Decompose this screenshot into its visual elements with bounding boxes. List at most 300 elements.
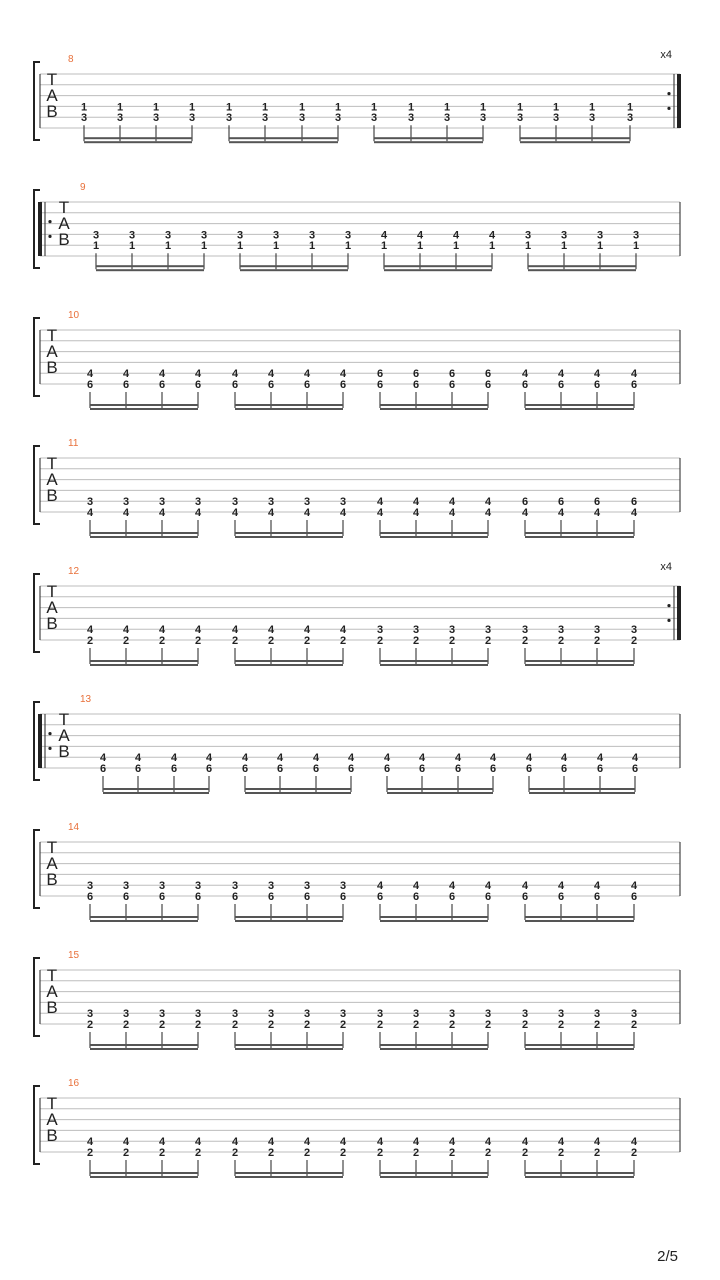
tab-clef-letter: T bbox=[46, 326, 58, 345]
fret-number: 3 bbox=[344, 229, 352, 242]
fret-number: 6 bbox=[86, 379, 94, 391]
fret-number: 1 bbox=[488, 240, 496, 253]
fret-number: 6 bbox=[557, 379, 565, 391]
repeat-end-thick-bar bbox=[677, 74, 681, 128]
fret-number: 6 bbox=[170, 763, 178, 775]
fret-number: 4 bbox=[630, 880, 638, 893]
fret-number: 6 bbox=[630, 379, 638, 391]
repeat-count: x4 bbox=[660, 49, 672, 61]
tab-clef-letter: A bbox=[46, 342, 58, 361]
beam bbox=[525, 408, 634, 410]
fret-number: 1 bbox=[80, 101, 88, 114]
fret-number: 6 bbox=[448, 379, 456, 391]
fret-number: 4 bbox=[276, 752, 284, 765]
fret-number: 1 bbox=[116, 101, 124, 114]
beam bbox=[90, 1048, 198, 1050]
fret-number: 3 bbox=[521, 624, 529, 637]
tab-clef-letter: A bbox=[46, 86, 58, 105]
fret-number: 2 bbox=[376, 1019, 384, 1031]
repeat-end-thick-bar bbox=[677, 586, 681, 640]
page-number: 2/5 bbox=[657, 1248, 678, 1265]
fret-number: 3 bbox=[194, 496, 202, 509]
fret-number: 3 bbox=[231, 880, 239, 893]
fret-number: 6 bbox=[276, 763, 284, 775]
fret-number: 6 bbox=[231, 379, 239, 391]
fret-number: 1 bbox=[632, 240, 640, 253]
fret-number: 3 bbox=[630, 624, 638, 637]
system-bracket bbox=[34, 318, 40, 396]
fret-number: 6 bbox=[383, 763, 391, 775]
beam bbox=[90, 404, 198, 406]
fret-number: 3 bbox=[188, 112, 196, 125]
fret-number: 4 bbox=[303, 1136, 311, 1149]
fret-number: 6 bbox=[418, 763, 426, 775]
fret-number: 1 bbox=[452, 240, 460, 253]
beam bbox=[380, 1172, 488, 1174]
fret-number: 4 bbox=[521, 507, 529, 519]
fret-number: 3 bbox=[484, 1008, 492, 1021]
fret-number: 1 bbox=[626, 101, 634, 114]
fret-number: 2 bbox=[412, 635, 420, 647]
fret-number: 4 bbox=[484, 496, 492, 509]
tab-system bbox=[34, 49, 681, 143]
repeat-dot bbox=[48, 220, 51, 223]
fret-number: 2 bbox=[267, 635, 275, 647]
beam bbox=[90, 408, 198, 410]
fret-number: 2 bbox=[593, 635, 601, 647]
fret-number: 3 bbox=[588, 112, 596, 125]
fret-number: 4 bbox=[86, 507, 94, 519]
fret-number: 4 bbox=[630, 1136, 638, 1149]
fret-number: 6 bbox=[376, 368, 384, 381]
beam bbox=[90, 920, 198, 922]
fret-number: 4 bbox=[383, 752, 391, 765]
fret-number: 6 bbox=[484, 379, 492, 391]
fret-number: 3 bbox=[86, 880, 94, 893]
beam bbox=[387, 792, 493, 794]
fret-number: 4 bbox=[593, 507, 601, 519]
fret-number: 4 bbox=[448, 1136, 456, 1149]
beam bbox=[235, 1172, 343, 1174]
fret-number: 6 bbox=[312, 763, 320, 775]
fret-number: 4 bbox=[593, 1136, 601, 1149]
tab-clef-letter: B bbox=[46, 1126, 58, 1145]
fret-number: 6 bbox=[267, 379, 275, 391]
fret-number: 1 bbox=[552, 101, 560, 114]
fret-number: 6 bbox=[99, 763, 107, 775]
fret-number: 4 bbox=[231, 1136, 239, 1149]
fret-number: 2 bbox=[448, 1019, 456, 1031]
fret-number: 6 bbox=[86, 891, 94, 903]
tab-clef-letter: A bbox=[46, 1110, 58, 1129]
fret-number: 4 bbox=[158, 368, 166, 381]
beam bbox=[84, 141, 192, 143]
tab-clef-letter: A bbox=[58, 726, 70, 745]
tab-clef-letter: T bbox=[46, 838, 58, 857]
fret-number: 4 bbox=[194, 1136, 202, 1149]
fret-number: 6 bbox=[339, 379, 347, 391]
beam bbox=[520, 141, 630, 143]
fret-number: 3 bbox=[128, 229, 136, 242]
fret-number: 4 bbox=[205, 752, 213, 765]
fret-number: 4 bbox=[412, 1136, 420, 1149]
beam bbox=[90, 536, 198, 538]
beam bbox=[374, 141, 483, 143]
fret-number: 1 bbox=[516, 101, 524, 114]
fret-number: 3 bbox=[158, 496, 166, 509]
system-bracket bbox=[34, 1086, 40, 1164]
system-bracket bbox=[34, 830, 40, 908]
fret-number: 4 bbox=[412, 507, 420, 519]
beam bbox=[235, 660, 343, 662]
beam bbox=[245, 788, 351, 790]
fret-number: 4 bbox=[630, 507, 638, 519]
fret-number: 6 bbox=[376, 891, 384, 903]
fret-number: 4 bbox=[312, 752, 320, 765]
fret-number: 3 bbox=[158, 1008, 166, 1021]
fret-number: 3 bbox=[231, 496, 239, 509]
fret-number: 4 bbox=[267, 368, 275, 381]
fret-number: 4 bbox=[484, 880, 492, 893]
beam bbox=[380, 660, 488, 662]
fret-number: 3 bbox=[86, 1008, 94, 1021]
beam bbox=[235, 536, 343, 538]
fret-number: 4 bbox=[194, 368, 202, 381]
fret-number: 1 bbox=[443, 101, 451, 114]
fret-number: 4 bbox=[231, 507, 239, 519]
beam bbox=[235, 916, 343, 918]
fret-number: 3 bbox=[516, 112, 524, 125]
beam bbox=[380, 920, 488, 922]
fret-number: 6 bbox=[231, 891, 239, 903]
tab-clef-letter: T bbox=[46, 966, 58, 985]
fret-number: 2 bbox=[630, 1147, 638, 1159]
fret-number: 3 bbox=[122, 496, 130, 509]
repeat-dot bbox=[667, 604, 670, 607]
beam bbox=[380, 1176, 488, 1178]
fret-number: 6 bbox=[593, 496, 601, 509]
fret-number: 6 bbox=[347, 763, 355, 775]
beam bbox=[235, 1044, 343, 1046]
fret-number: 1 bbox=[92, 240, 100, 253]
tab-clef-letter: A bbox=[46, 854, 58, 873]
beam bbox=[90, 1176, 198, 1178]
tab-system bbox=[34, 182, 680, 271]
repeat-start-thick-bar bbox=[38, 202, 42, 256]
fret-number: 6 bbox=[122, 891, 130, 903]
fret-number: 4 bbox=[448, 507, 456, 519]
beam bbox=[380, 536, 488, 538]
fret-number: 1 bbox=[188, 101, 196, 114]
beam bbox=[245, 792, 351, 794]
beam bbox=[229, 137, 338, 139]
fret-number: 1 bbox=[200, 240, 208, 253]
tab-system bbox=[34, 822, 680, 922]
fret-number: 3 bbox=[412, 1008, 420, 1021]
system-bracket bbox=[34, 446, 40, 524]
fret-number: 3 bbox=[557, 1008, 565, 1021]
tab-system bbox=[34, 950, 680, 1050]
fret-number: 3 bbox=[557, 624, 565, 637]
fret-number: 2 bbox=[194, 1019, 202, 1031]
fret-number: 3 bbox=[194, 880, 202, 893]
fret-number: 3 bbox=[448, 1008, 456, 1021]
system-bracket bbox=[34, 62, 40, 140]
repeat-dot bbox=[667, 107, 670, 110]
fret-number: 6 bbox=[630, 891, 638, 903]
tab-clef-letter: T bbox=[46, 582, 58, 601]
beam bbox=[90, 1044, 198, 1046]
system-bracket bbox=[34, 574, 40, 652]
fret-number: 4 bbox=[339, 624, 347, 637]
fret-number: 4 bbox=[267, 624, 275, 637]
beam bbox=[520, 137, 630, 139]
fret-number: 4 bbox=[122, 624, 130, 637]
beam bbox=[525, 404, 634, 406]
tab-system bbox=[34, 1078, 680, 1178]
tab-clef-letter: B bbox=[46, 998, 58, 1017]
fret-number: 6 bbox=[557, 496, 565, 509]
fret-number: 4 bbox=[376, 880, 384, 893]
fret-number: 6 bbox=[339, 891, 347, 903]
fret-number: 2 bbox=[376, 1147, 384, 1159]
fret-number: 4 bbox=[489, 752, 497, 765]
beam bbox=[525, 1172, 634, 1174]
fret-number: 3 bbox=[370, 112, 378, 125]
beam bbox=[374, 137, 483, 139]
fret-number: 4 bbox=[557, 1136, 565, 1149]
tab-clef-letter: T bbox=[46, 70, 58, 89]
fret-number: 1 bbox=[236, 240, 244, 253]
tab-clef-letter: T bbox=[46, 454, 58, 473]
fret-number: 2 bbox=[412, 1019, 420, 1031]
fret-number: 2 bbox=[448, 1147, 456, 1159]
beam bbox=[90, 532, 198, 534]
fret-number: 3 bbox=[236, 229, 244, 242]
fret-number: 3 bbox=[339, 880, 347, 893]
fret-number: 6 bbox=[412, 368, 420, 381]
fret-number: 3 bbox=[225, 112, 233, 125]
fret-number: 3 bbox=[484, 624, 492, 637]
fret-number: 2 bbox=[86, 1019, 94, 1031]
measure-number: 11 bbox=[68, 438, 79, 449]
tab-clef-letter: A bbox=[46, 598, 58, 617]
tab-clef-letter: T bbox=[58, 198, 70, 217]
fret-number: 1 bbox=[370, 101, 378, 114]
fret-number: 4 bbox=[86, 368, 94, 381]
fret-number: 3 bbox=[479, 112, 487, 125]
repeat-dot bbox=[48, 747, 51, 750]
tab-clef-letter: A bbox=[46, 470, 58, 489]
fret-number: 4 bbox=[484, 1136, 492, 1149]
beam bbox=[525, 660, 634, 662]
beam bbox=[235, 532, 343, 534]
fret-number: 3 bbox=[303, 880, 311, 893]
beam bbox=[90, 916, 198, 918]
fret-number: 4 bbox=[376, 1136, 384, 1149]
measure-number: 8 bbox=[68, 54, 74, 65]
fret-number: 4 bbox=[418, 752, 426, 765]
fret-number: 3 bbox=[261, 112, 269, 125]
beam bbox=[529, 788, 635, 790]
fret-number: 4 bbox=[194, 507, 202, 519]
fret-number: 2 bbox=[86, 635, 94, 647]
fret-number: 2 bbox=[194, 635, 202, 647]
fret-number: 1 bbox=[479, 101, 487, 114]
beam bbox=[96, 269, 204, 271]
fret-number: 6 bbox=[521, 379, 529, 391]
fret-number: 6 bbox=[412, 891, 420, 903]
fret-number: 6 bbox=[205, 763, 213, 775]
beam bbox=[384, 269, 492, 271]
fret-number: 2 bbox=[86, 1147, 94, 1159]
fret-number: 4 bbox=[557, 880, 565, 893]
fret-number: 3 bbox=[339, 1008, 347, 1021]
fret-number: 3 bbox=[626, 112, 634, 125]
fret-number: 2 bbox=[484, 1147, 492, 1159]
fret-number: 4 bbox=[521, 368, 529, 381]
fret-number: 1 bbox=[407, 101, 415, 114]
beam bbox=[235, 1048, 343, 1050]
fret-number: 6 bbox=[454, 763, 462, 775]
fret-number: 6 bbox=[241, 763, 249, 775]
fret-number: 3 bbox=[298, 112, 306, 125]
tab-system bbox=[34, 438, 680, 538]
fret-number: 6 bbox=[489, 763, 497, 775]
fret-number: 4 bbox=[303, 624, 311, 637]
fret-number: 3 bbox=[339, 496, 347, 509]
fret-number: 2 bbox=[339, 1019, 347, 1031]
fret-number: 4 bbox=[134, 752, 142, 765]
fret-number: 4 bbox=[448, 880, 456, 893]
fret-number: 6 bbox=[158, 891, 166, 903]
fret-number: 3 bbox=[92, 229, 100, 242]
fret-number: 4 bbox=[521, 1136, 529, 1149]
fret-number: 3 bbox=[122, 880, 130, 893]
fret-number: 3 bbox=[521, 1008, 529, 1021]
fret-number: 3 bbox=[596, 229, 604, 242]
fret-number: 4 bbox=[99, 752, 107, 765]
fret-number: 4 bbox=[158, 507, 166, 519]
fret-number: 6 bbox=[194, 891, 202, 903]
beam bbox=[380, 916, 488, 918]
fret-number: 3 bbox=[231, 1008, 239, 1021]
fret-number: 4 bbox=[630, 368, 638, 381]
beam bbox=[528, 265, 636, 267]
fret-number: 3 bbox=[86, 496, 94, 509]
fret-number: 6 bbox=[267, 891, 275, 903]
fret-number: 1 bbox=[152, 101, 160, 114]
fret-number: 1 bbox=[524, 240, 532, 253]
fret-number: 6 bbox=[596, 763, 604, 775]
fret-number: 1 bbox=[588, 101, 596, 114]
beam bbox=[229, 141, 338, 143]
beam bbox=[235, 404, 343, 406]
fret-number: 2 bbox=[630, 635, 638, 647]
fret-number: 6 bbox=[448, 891, 456, 903]
fret-number: 2 bbox=[267, 1019, 275, 1031]
fret-number: 3 bbox=[593, 1008, 601, 1021]
beam bbox=[380, 532, 488, 534]
fret-number: 3 bbox=[443, 112, 451, 125]
fret-number: 6 bbox=[412, 379, 420, 391]
fret-number: 6 bbox=[593, 891, 601, 903]
tab-system bbox=[34, 310, 680, 410]
fret-number: 6 bbox=[525, 763, 533, 775]
fret-number: 4 bbox=[593, 368, 601, 381]
fret-number: 1 bbox=[225, 101, 233, 114]
fret-number: 3 bbox=[303, 1008, 311, 1021]
tab-clef-letter: B bbox=[58, 230, 70, 249]
fret-number: 3 bbox=[376, 1008, 384, 1021]
measure-number: 15 bbox=[68, 950, 80, 961]
beam bbox=[529, 792, 635, 794]
fret-number: 4 bbox=[484, 507, 492, 519]
fret-number: 2 bbox=[557, 1019, 565, 1031]
fret-number: 3 bbox=[267, 496, 275, 509]
beam bbox=[525, 1176, 634, 1178]
repeat-dot bbox=[48, 235, 51, 238]
fret-number: 3 bbox=[334, 112, 342, 125]
fret-number: 4 bbox=[339, 368, 347, 381]
tab-clef-letter: T bbox=[58, 710, 70, 729]
repeat-start-thick-bar bbox=[38, 714, 42, 768]
beam bbox=[240, 265, 348, 267]
fret-number: 4 bbox=[158, 624, 166, 637]
fret-number: 1 bbox=[298, 101, 306, 114]
fret-number: 1 bbox=[334, 101, 342, 114]
fret-number: 4 bbox=[303, 507, 311, 519]
fret-number: 2 bbox=[158, 635, 166, 647]
fret-number: 3 bbox=[164, 229, 172, 242]
fret-number: 3 bbox=[593, 624, 601, 637]
fret-number: 4 bbox=[557, 507, 565, 519]
tab-clef-letter: B bbox=[46, 486, 58, 505]
fret-number: 6 bbox=[303, 891, 311, 903]
tab-clef-letter: A bbox=[46, 982, 58, 1001]
fret-number: 6 bbox=[484, 368, 492, 381]
fret-number: 4 bbox=[376, 496, 384, 509]
fret-number: 4 bbox=[412, 880, 420, 893]
fret-number: 6 bbox=[484, 891, 492, 903]
fret-number: 3 bbox=[630, 1008, 638, 1021]
fret-number: 6 bbox=[448, 368, 456, 381]
fret-number: 4 bbox=[416, 229, 424, 242]
fret-number: 4 bbox=[231, 624, 239, 637]
beam bbox=[525, 920, 634, 922]
beam bbox=[528, 269, 636, 271]
fret-number: 3 bbox=[376, 624, 384, 637]
beam bbox=[103, 792, 209, 794]
fret-number: 3 bbox=[412, 624, 420, 637]
tab-clef-letter: B bbox=[58, 742, 70, 761]
tab-system bbox=[34, 694, 680, 794]
measure-number: 13 bbox=[80, 694, 92, 705]
fret-number: 4 bbox=[560, 752, 568, 765]
fret-number: 3 bbox=[308, 229, 316, 242]
fret-number: 4 bbox=[448, 496, 456, 509]
fret-number: 4 bbox=[122, 507, 130, 519]
fret-number: 4 bbox=[170, 752, 178, 765]
tab-clef-letter: B bbox=[46, 870, 58, 889]
measure-number: 9 bbox=[80, 182, 86, 193]
tab-clef-letter: T bbox=[46, 1094, 58, 1113]
repeat-dot bbox=[667, 619, 670, 622]
fret-number: 2 bbox=[339, 1147, 347, 1159]
fret-number: 2 bbox=[521, 1147, 529, 1159]
fret-number: 1 bbox=[164, 240, 172, 253]
fret-number: 6 bbox=[560, 763, 568, 775]
